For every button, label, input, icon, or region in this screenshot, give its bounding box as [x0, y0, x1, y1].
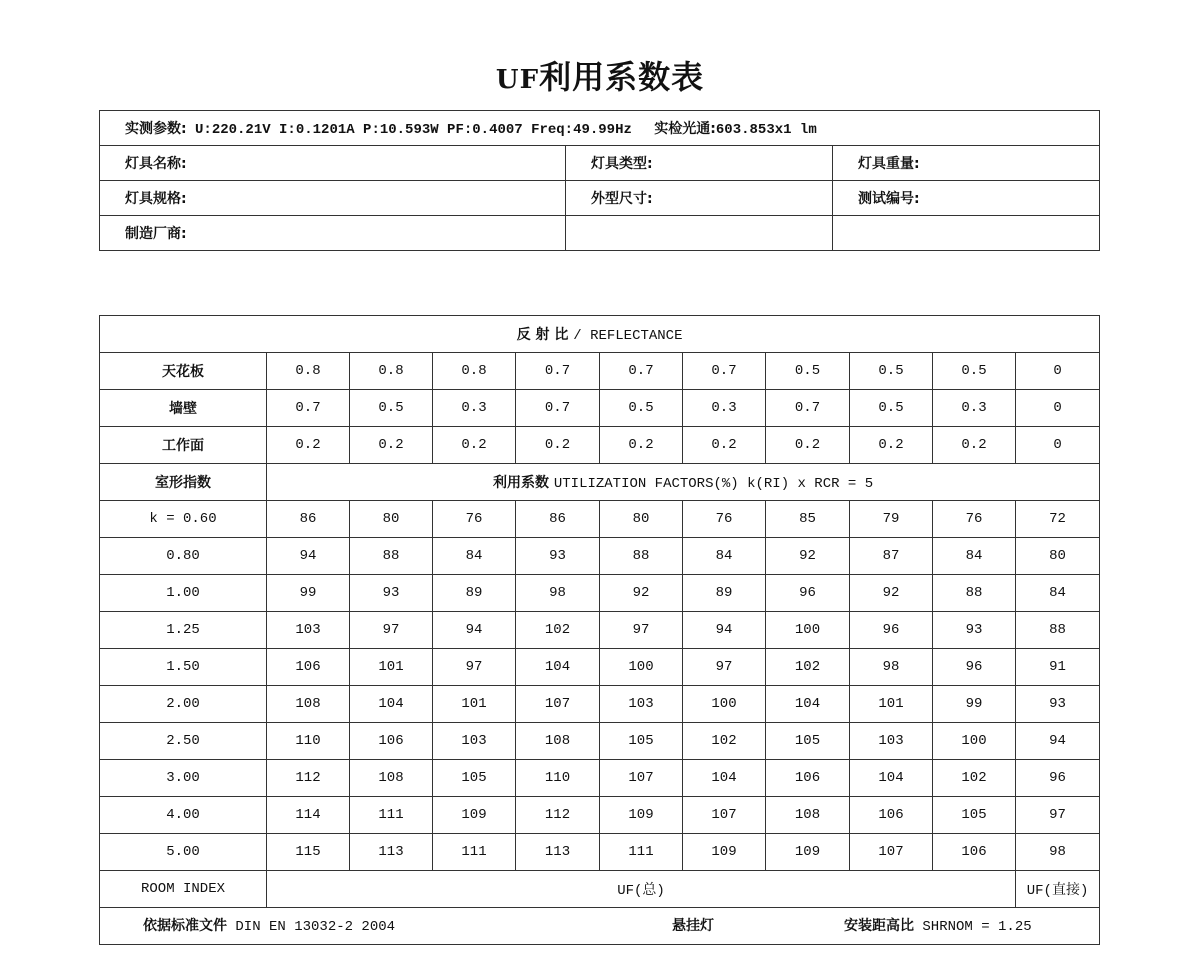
wall-value: 0.3 — [683, 390, 766, 427]
reflectance-header-cn: 反 射 比 — [516, 327, 569, 343]
uf-value-cell: 88 — [350, 538, 433, 575]
luminaire-type-label: 灯具类型: — [591, 156, 653, 172]
uf-value-cell: 86 — [267, 501, 350, 538]
uf-value-cell: 108 — [766, 797, 850, 834]
uf-value-cell: 113 — [516, 834, 600, 871]
wall-value: 0.5 — [600, 390, 683, 427]
uf-value-cell: 87 — [850, 538, 933, 575]
work-plane-value: 0.2 — [850, 427, 933, 464]
blank-cell — [566, 216, 833, 251]
uf-value-cell: 92 — [850, 575, 933, 612]
uf-value-cell: 112 — [516, 797, 600, 834]
uf-value-cell: 100 — [766, 612, 850, 649]
uf-value-cell: 109 — [433, 797, 516, 834]
uf-value-cell: 101 — [350, 649, 433, 686]
uf-value-cell: 93 — [1016, 686, 1100, 723]
uf-value-cell: 103 — [600, 686, 683, 723]
work-plane-value: 0.2 — [516, 427, 600, 464]
test-number-label: 测试编号: — [858, 191, 920, 207]
uf-value-cell: 97 — [600, 612, 683, 649]
standard-cell — [100, 908, 1100, 945]
uf-value-cell: 91 — [1016, 649, 1100, 686]
uf-value-cell: 100 — [933, 723, 1016, 760]
uf-value-cell: 97 — [1016, 797, 1100, 834]
luminaire-weight-label: 灯具重量: — [858, 156, 920, 172]
uf-value-cell: 110 — [516, 760, 600, 797]
uf-value-cell: 96 — [933, 649, 1016, 686]
uf-value-cell: 106 — [933, 834, 1016, 871]
uf-value-cell: 97 — [350, 612, 433, 649]
ceiling-value: 0.8 — [350, 353, 433, 390]
uf-value-cell: 104 — [766, 686, 850, 723]
blank-cell — [833, 216, 1100, 251]
mount-type: 悬挂灯 — [672, 918, 714, 934]
uf-value-cell: 101 — [850, 686, 933, 723]
spacing-ratio-value: SHRNOM = 1.25 — [922, 919, 1032, 935]
uf-value-cell: 89 — [433, 575, 516, 612]
flux-label: 实检光通: — [654, 121, 716, 137]
uf-header-row — [100, 464, 1100, 501]
uf-value-cell: 108 — [350, 760, 433, 797]
measured-value: U:220.21V I:0.1201A P:10.593W PF:0.4007 Freq:49.99Hz — [195, 122, 632, 138]
uf-value-cell: 115 — [267, 834, 350, 871]
uf-value-cell: 103 — [267, 612, 350, 649]
wall-value: 0.7 — [766, 390, 850, 427]
work-plane-row — [100, 427, 1100, 464]
uf-value-cell: 104 — [350, 686, 433, 723]
uf-value-cell: 102 — [766, 649, 850, 686]
uf-value-cell: 93 — [516, 538, 600, 575]
table-row — [100, 538, 1100, 575]
ceiling-value: 0.8 — [433, 353, 516, 390]
room-index-cell: 1.50 — [100, 649, 267, 686]
room-index-footer: ROOM INDEX — [100, 871, 267, 908]
uf-value-cell: 97 — [683, 649, 766, 686]
uf-value-cell: 104 — [683, 760, 766, 797]
uf-value-cell: 109 — [683, 834, 766, 871]
work-plane-value: 0.2 — [933, 427, 1016, 464]
uf-value-cell: 104 — [516, 649, 600, 686]
page-title — [0, 52, 1200, 98]
uf-value-cell: 105 — [766, 723, 850, 760]
uf-value-cell: 93 — [350, 575, 433, 612]
uf-value-cell: 94 — [683, 612, 766, 649]
uf-value-cell: 76 — [433, 501, 516, 538]
uf-value-cell: 110 — [267, 723, 350, 760]
ceiling-value: 0.7 — [683, 353, 766, 390]
room-index-cell: 4.00 — [100, 797, 267, 834]
uf-value-cell: 92 — [766, 538, 850, 575]
ceiling-value: 0.5 — [766, 353, 850, 390]
uf-value-cell: 102 — [933, 760, 1016, 797]
uf-value-cell: 103 — [433, 723, 516, 760]
room-index-cell: 3.00 — [100, 760, 267, 797]
manufacturer-label: 制造厂商: — [125, 226, 187, 242]
uf-value-cell: 96 — [766, 575, 850, 612]
uf-value-cell: 107 — [683, 797, 766, 834]
wall-value: 0 — [1016, 390, 1100, 427]
uf-value-cell: 84 — [933, 538, 1016, 575]
work-plane-value: 0.2 — [683, 427, 766, 464]
uf-direct-label: UF(直接) — [1026, 883, 1089, 899]
uf-header — [267, 464, 1100, 501]
uf-value-cell: 111 — [350, 797, 433, 834]
uf-value-cell: 97 — [433, 649, 516, 686]
table-row — [100, 797, 1100, 834]
table-row — [100, 760, 1100, 797]
uf-value-cell: 84 — [433, 538, 516, 575]
uf-value-cell: 80 — [600, 501, 683, 538]
uf-value-cell: 102 — [516, 612, 600, 649]
uf-value-cell: 96 — [1016, 760, 1100, 797]
work-plane-label: 工作面 — [100, 427, 267, 464]
flux-value: 603.853x1 lm — [715, 122, 817, 138]
uf-value-cell: 88 — [933, 575, 1016, 612]
luminaire-name-label: 灯具名称: — [125, 156, 187, 172]
measured-params-row — [100, 111, 1100, 146]
uf-value-cell: 100 — [600, 649, 683, 686]
uf-value-cell: 98 — [850, 649, 933, 686]
uf-value-cell: 94 — [1016, 723, 1100, 760]
uf-value-cell: 79 — [850, 501, 933, 538]
uf-value-cell: 76 — [933, 501, 1016, 538]
uf-value-cell: 106 — [267, 649, 350, 686]
wall-label: 墙壁 — [100, 390, 267, 427]
uf-value-cell: 89 — [683, 575, 766, 612]
work-plane-value: 0.2 — [600, 427, 683, 464]
ceiling-value: 0.5 — [850, 353, 933, 390]
work-plane-value: 0.2 — [350, 427, 433, 464]
uf-value-cell: 72 — [1016, 501, 1100, 538]
work-plane-value: 0 — [1016, 427, 1100, 464]
uf-value-cell: 76 — [683, 501, 766, 538]
uf-value-cell: 93 — [933, 612, 1016, 649]
uf-value-cell: 111 — [600, 834, 683, 871]
luminaire-type-cell — [566, 146, 833, 181]
test-number-cell — [833, 181, 1100, 216]
spacing-ratio-label: 安装距高比 — [844, 918, 914, 934]
luminaire-weight-cell — [833, 146, 1100, 181]
ceiling-value: 0 — [1016, 353, 1100, 390]
uf-value-cell: 114 — [267, 797, 350, 834]
standard-label: 依据标准文件 — [143, 918, 227, 934]
uf-value-cell: 104 — [850, 760, 933, 797]
uf-value-cell: 99 — [933, 686, 1016, 723]
room-index-cell: 5.00 — [100, 834, 267, 871]
luminaire-info-table — [99, 110, 1100, 251]
measured-label: 实测参数: — [125, 121, 187, 137]
uf-value-cell: 80 — [350, 501, 433, 538]
uf-value-cell: 85 — [766, 501, 850, 538]
uf-header-en: UTILIZATION FACTORS(%) k(RI) x RCR = 5 — [553, 476, 874, 492]
room-index-cell: 2.50 — [100, 723, 267, 760]
uf-value-cell: 96 — [850, 612, 933, 649]
table-row — [100, 723, 1100, 760]
wall-value: 0.3 — [933, 390, 1016, 427]
uf-value-cell: 111 — [433, 834, 516, 871]
table-row — [100, 501, 1100, 538]
luminaire-name-cell — [100, 146, 566, 181]
table-row — [100, 649, 1100, 686]
room-index-cell: k = 0.60 — [100, 501, 267, 538]
wall-value: 0.3 — [433, 390, 516, 427]
ceiling-value: 0.5 — [933, 353, 1016, 390]
room-index-cell: 1.00 — [100, 575, 267, 612]
reflectance-header-en: / REFLECTANCE — [573, 328, 683, 344]
wall-value: 0.5 — [350, 390, 433, 427]
uf-data-body — [100, 501, 1100, 871]
uf-value-cell: 86 — [516, 501, 600, 538]
title-prefix: UF — [495, 65, 540, 95]
uf-value-cell: 80 — [1016, 538, 1100, 575]
luminaire-spec-cell — [100, 181, 566, 216]
wall-value: 0.7 — [516, 390, 600, 427]
uf-value-cell: 105 — [933, 797, 1016, 834]
info-row-1 — [100, 146, 1100, 181]
room-index-header: 室形指数 — [100, 464, 267, 501]
uf-value-cell: 102 — [683, 723, 766, 760]
work-plane-value: 0.2 — [267, 427, 350, 464]
info-row-2 — [100, 181, 1100, 216]
title-main: 利用系数表 — [539, 58, 705, 96]
uf-value-cell: 107 — [600, 760, 683, 797]
uf-value-cell: 112 — [267, 760, 350, 797]
uf-value-cell: 108 — [267, 686, 350, 723]
uf-value-cell: 94 — [267, 538, 350, 575]
outline-size-label: 外型尺寸: — [591, 191, 653, 207]
table-row — [100, 575, 1100, 612]
ceiling-value: 0.7 — [600, 353, 683, 390]
uf-value-cell: 98 — [516, 575, 600, 612]
luminaire-spec-label: 灯具规格: — [125, 191, 187, 207]
uf-value-cell: 100 — [683, 686, 766, 723]
ceiling-row — [100, 353, 1100, 390]
uf-value-cell: 88 — [1016, 612, 1100, 649]
uf-value-cell: 107 — [516, 686, 600, 723]
room-index-cell: 2.00 — [100, 686, 267, 723]
wall-row — [100, 390, 1100, 427]
standard-value: DIN EN 13032-2 2004 — [235, 919, 396, 935]
wall-value: 0.7 — [267, 390, 350, 427]
uf-value-cell: 98 — [1016, 834, 1100, 871]
uf-value-cell: 92 — [600, 575, 683, 612]
uf-value-cell: 105 — [600, 723, 683, 760]
reflectance-header-row — [100, 316, 1100, 353]
uf-value-cell: 106 — [766, 760, 850, 797]
uf-value-cell: 109 — [600, 797, 683, 834]
uf-header-cn: 利用系数 — [492, 475, 549, 491]
uf-value-cell: 84 — [683, 538, 766, 575]
standard-row — [100, 908, 1100, 945]
uf-value-cell: 88 — [600, 538, 683, 575]
table-row — [100, 834, 1100, 871]
ceiling-label: 天花板 — [100, 353, 267, 390]
uf-value-cell: 109 — [766, 834, 850, 871]
uf-value-cell: 105 — [433, 760, 516, 797]
uf-value-cell: 84 — [1016, 575, 1100, 612]
manufacturer-cell — [100, 216, 566, 251]
uf-value-cell: 101 — [433, 686, 516, 723]
uf-value-cell: 107 — [850, 834, 933, 871]
table-row — [100, 686, 1100, 723]
room-index-cell: 1.25 — [100, 612, 267, 649]
uf-value-cell: 106 — [850, 797, 933, 834]
info-row-3 — [100, 216, 1100, 251]
ceiling-value: 0.8 — [267, 353, 350, 390]
uf-value-cell: 108 — [516, 723, 600, 760]
uf-value-cell: 99 — [267, 575, 350, 612]
uf-footer-row — [100, 871, 1100, 908]
work-plane-value: 0.2 — [766, 427, 850, 464]
measured-params-cell — [100, 111, 1100, 146]
ceiling-value: 0.7 — [516, 353, 600, 390]
uf-value-cell: 103 — [850, 723, 933, 760]
outline-size-cell — [566, 181, 833, 216]
uf-value-cell: 106 — [350, 723, 433, 760]
uf-total-label: UF(总) — [617, 883, 665, 899]
room-index-cell: 0.80 — [100, 538, 267, 575]
table-row — [100, 612, 1100, 649]
uf-value-cell: 94 — [433, 612, 516, 649]
reflectance-header — [100, 316, 1100, 353]
work-plane-value: 0.2 — [433, 427, 516, 464]
uf-value-cell: 113 — [350, 834, 433, 871]
utilization-factor-table — [99, 315, 1100, 945]
wall-value: 0.5 — [850, 390, 933, 427]
